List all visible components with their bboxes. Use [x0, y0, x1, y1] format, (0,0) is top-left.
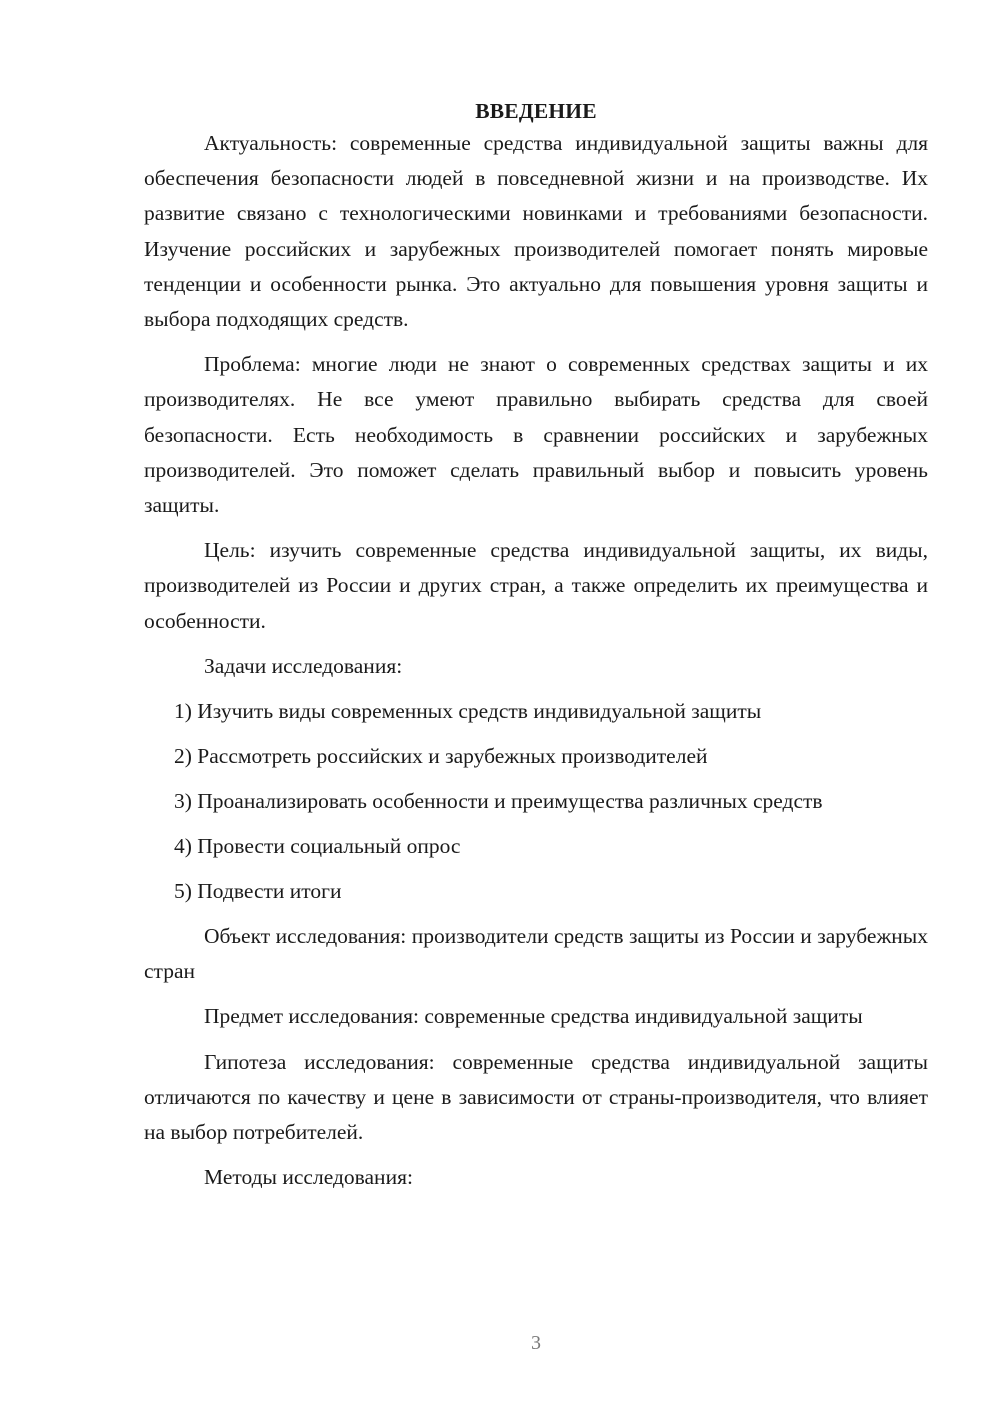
problem-paragraph: Проблема: многие люди не знают о современных средствах защиты и их производителях. Не все умеют правильно выбирать средства для своей безопасности. Есть необходимость в сравнении российских и зарубежных производителей. Это поможет сделать правильный выбор и повысить уровень защиты. [144, 352, 928, 518]
object-paragraph: Объект исследования: производители средств защиты из России и зарубежных стран [144, 924, 928, 984]
subject-paragraph: Предмет исследования: современные средства индивидуальной защиты [204, 1004, 863, 1029]
list-item: 1) Изучить виды современных средств индивидуальной защиты [174, 699, 762, 724]
page-number: 3 [531, 1332, 541, 1354]
tasks-list [144, 694, 928, 909]
document-page [144, 96, 928, 1195]
list-item: 3) Проанализировать особенности и преимущества различных средств [174, 789, 823, 814]
methods-heading: Методы исследования: [204, 1165, 413, 1190]
relevance-paragraph: Актуальность: современные средства индивидуальной защиты важны для обеспечения безопасности людей в повседневной жизни и на производстве. Их развитие связано с технологическими новинками и требованиями безопасности. Изучение российских и зарубежных производителей помогает понять мировые тенденции и особенности рынка. Это актуально для повышения уровня защиты и выбора подходящих средств. [144, 131, 928, 332]
goal-paragraph: Цель: изучить современные средства индивидуальной защиты, их виды, производителей из России и других стран, а также определить их преимущества и особенности. [144, 538, 928, 633]
tasks-heading: Задачи исследования: [204, 653, 403, 678]
list-item: 4) Провести социальный опрос [174, 834, 461, 859]
section-title: ВВЕДЕНИЕ [475, 99, 597, 123]
hypothesis-paragraph: Гипотеза исследования: современные средства индивидуальной защиты отличаются по качеству и цене в зависимости от страны-производителя, что влияет на выбор потребителей. [144, 1049, 928, 1145]
list-item: 2) Рассмотреть российских и зарубежных производителей [174, 744, 708, 769]
list-item: 5) Подвести итоги [174, 879, 342, 904]
